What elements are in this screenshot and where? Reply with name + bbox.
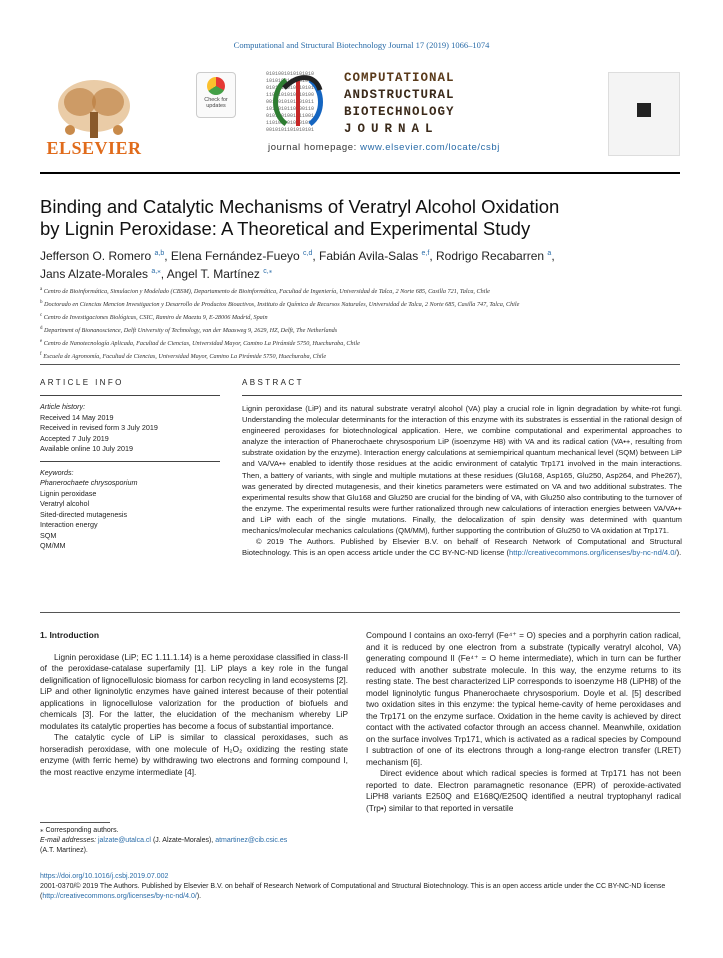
affiliation-key: e (40, 339, 43, 345)
author-affiliation-sup[interactable]: a,⁎ (151, 268, 161, 275)
body-left-column (40, 630, 348, 778)
affiliation-key: d (40, 326, 43, 332)
paragraph: Compound I contains an oxo-ferryl (Fe⁴⁺ = O) species and a porphyrin cation radical, and it is reduced by one electron from a substrate (typically veratryl alcohol, VA) generating compound II (Fe⁴⁺ = O heme intermediate), which in turn can be further reduced with another substrate molecule. In this way, the enzyme returns to its resting state. The best characterized LiP corresponds to isoenzyme H8 (LiPH8) of the model ligninolytic fungus Phanerochaete chrysosporium. Doyle et al. [5] described two oxidation sites in this enzyme: the typical heme-cavity of heme peroxidases and the Trp171 on the enzyme surface. Oxidation in the heme cavity is achieved by direct contact with the activated cofactor through an access channel. Meanwhile, oxidation on the surface involves Trp171, which is activated as a radical species by Compound I subtraction of one of its electrons through a long-range electron transfer (LRET) mechanism [6]. (366, 630, 681, 767)
author-separator: , (551, 249, 555, 263)
keyword: Lignin peroxidase (40, 488, 97, 498)
copyright-text: © 2019 The Authors. Published by Elsevier B.V. on behalf of Research Network of Computational and Structural Biotechnology. This is an open access article under the CC BY-NC-ND license ( (242, 537, 682, 558)
abstract-body (242, 403, 682, 558)
journal-name-line: COMPUTATIONAL (344, 71, 455, 85)
keyword: Interaction energy (40, 520, 98, 529)
svg-text:0101001010101010: 0101001010101010 (266, 71, 315, 77)
csbj-logo-icon (264, 68, 336, 136)
masthead (40, 58, 680, 168)
keyword: Sited-directed mutagenesis (40, 509, 128, 519)
keywords-label: Keywords: (40, 467, 74, 477)
svg-text:1010010110100110: 1010010110100110 (266, 106, 315, 112)
footer-license (40, 882, 680, 902)
keyword: SQM (40, 530, 57, 540)
email-link[interactable]: jalzate@utalca.cl (97, 837, 151, 844)
journal-name-line: ANDSTRUCTURAL (344, 88, 455, 102)
homepage-link[interactable]: www.elsevier.com/locate/csbj (360, 142, 500, 153)
author-affiliation-sup[interactable]: c,d (303, 250, 313, 257)
affiliation (40, 336, 680, 349)
affiliation-list (40, 284, 680, 362)
publisher-name: ELSEVIER (46, 138, 142, 158)
corresponding-note: ⁎ Corresponding authors. (40, 827, 119, 834)
affiliation (40, 284, 680, 297)
journal-reference[interactable]: Computational and Structural Biotechnology Journal 17 (2019) 1066–1074 (233, 40, 490, 50)
body-right-column (366, 630, 681, 814)
paragraph: Lignin peroxidase (LiP; EC 1.11.1.14) is a heme peroxidase classified in class-II of the peroxidase-catalase superfamily [1]. LiP plays a key role in the fungal delignification of lignocellulosic biomass for carbon recycling in land ecosystems [2]. LiP and other ligninolytic enzymes have gained interest because of their potential applications in lignocellulose valorization for the production of biofuels and chemicals [3]. For the latter, the elucidation of the mechanism whereby LiP modulates its catalytic properties has become a focus of substantial importance. (40, 651, 348, 731)
author-separator: , (429, 249, 437, 263)
header-divider (40, 364, 680, 365)
affiliation-text: Centro de Investigaciones Biológicas, CSIC, Ramiro de Maeztu 9, E-28006 Madrid, Spain (43, 314, 268, 322)
svg-text:1101010010101010: 1101010010101010 (266, 120, 315, 126)
paragraph: The catalytic cycle of LiP is similar to classical peroxidases, such as horseradish peroxidase, with one molecule of H₂O₂ oxidizing the resting state enzyme (with ferric heme) by withdrawing two electrons and forming compound I, the most reactive enzyme intermediate [4]. (40, 732, 348, 777)
journal-homepage (268, 142, 500, 153)
footer-end: ). (196, 893, 202, 900)
abstract-heading: ABSTRACT (242, 378, 304, 387)
title-line: by Lignin Peroxidase: A Theoretical and Experimental Study (40, 218, 531, 239)
author[interactable] (436, 249, 555, 263)
affiliation-text: Doctorado en Ciencias Mencion Investigacion y Desarrollo de Productos Bioactivos, Instituto de Química de Recursos Naturales, Universidad de Talca, 2 Norte 685, Casilla 747, Talca, Chile (44, 301, 520, 309)
affiliation-text: Centro de Bioinformática, Simulacion y Modelado (CBSM), Departamento de Bioinformática, Facultad de Ingeniería, Universidad de Talca, 2 Norte 685, Casilla 721, Talca, Chile (43, 288, 490, 296)
abstract-text: Lignin peroxidase (LiP) and its natural substrate veratryl alcohol (VA) play a crucial role in lignin degradation by white-rot fungi. Understanding the molecular determinants for the interaction of this enzyme with its substrates is essential in the rational design of engineered peroxidases for biotechnological application. Here, we combine computational and experimental approaches to analyze the interaction of Phanerochaete chrysosporium LiP (isoenzyme H8) with VA and its radical cation (VA•+, resulting from substrate oxidation by the enzyme). Interaction energy calculations at semiempirical quantum mechanical level (SQM) between LiP and VA/VA•+ enabled to identify those residues at the acidic environment of catalytic Trp171 involved in the main interactions. Then, a battery of variants, with single and multiple mutations at these residues (Glu168, Asp165, Glu250, Asp264, and Phe267), was generated by directed mutagenesis, and their kinetics parameters were estimated on VA and two additional substrates. The experimental results show that Glu168 and Glu250 are crucial for the binding of VA, with Glu250 also contributing to the turnover of the enzyme. The experimental results were further rationalized through new calculations of interaction energies between VA/VA•+ and LiP with each of the single mutations. Finally, the delocalization of spin density was determined with quantum mechanics/molecular mechanics calculations (QM/MM), further supporting the contribution of Glu250 to VA oxidation at Trp171. (242, 404, 682, 536)
affiliation-key: f (40, 352, 42, 358)
journal-name (344, 70, 455, 138)
affiliation-key: a (40, 287, 43, 292)
journal-cover-thumbnail (608, 72, 680, 156)
svg-text:1010100110101011: 1010100110101011 (266, 78, 315, 84)
badge-label: Check for updates (204, 97, 228, 109)
abstract-divider (40, 612, 680, 613)
author-name: Fabián Avila-Salas (319, 249, 419, 263)
svg-text:0101101001011001: 0101101001011001 (266, 113, 315, 119)
email-label: E-mail addresses: (40, 837, 98, 844)
author-name: Elena Fernández-Fueyo (170, 249, 300, 263)
paragraph: Direct evidence about which radical species is formed at Trp171 has not been reported to date. Electron paramagnetic resonance (EPR) of peroxide-activated LiPH8 variants E250Q and E168Q/E250Q identified a neutral tryptophanyl radical (Trp•) similar to that reported in versatile (366, 768, 681, 813)
journal-logo (264, 68, 336, 136)
check-for-updates-badge[interactable] (196, 72, 236, 118)
author[interactable] (319, 249, 436, 263)
history-item: Received 14 May 2019 (40, 412, 114, 422)
journal-name-line: JOURNAL (344, 122, 439, 136)
footer-license-link[interactable]: http://creativecommons.org/licenses/by-nc-nd/4.0/ (42, 893, 197, 900)
author-separator: , (160, 267, 167, 281)
article-history (40, 402, 220, 455)
author[interactable] (167, 267, 272, 281)
masthead-divider (40, 172, 680, 174)
email-note (40, 836, 348, 856)
affiliation-key: c (40, 313, 43, 319)
journal-name-line: BIOTECHNOLOGY (344, 105, 455, 119)
page-footer (40, 872, 680, 902)
footnote-rule (40, 822, 110, 823)
doi-link[interactable]: https://doi.org/10.1016/j.csbj.2019.07.002 (40, 873, 169, 880)
author-name: Angel T. Martínez (166, 267, 260, 281)
email-owner: (J. Alzate-Morales), (151, 837, 216, 844)
author-separator: , (312, 249, 320, 263)
affiliation (40, 323, 680, 336)
check-updates-icon (207, 77, 225, 95)
abstract-column (242, 378, 682, 558)
affiliation (40, 310, 680, 323)
author[interactable] (171, 249, 319, 263)
article-title (40, 196, 640, 240)
svg-text:0101011010010101: 0101011010010101 (266, 85, 315, 91)
footnote (40, 826, 348, 856)
affiliation-text: Escuela de Agronomía, Facultad de Ciencias, Universidad Mayor, Camino La Pirámide 5750, Huechuraba, Chile (43, 353, 327, 361)
author-separator: , (164, 249, 171, 263)
keyword: Veratryl alcohol (40, 499, 90, 508)
affiliation (40, 297, 680, 310)
history-item: Received in revised form 3 July 2019 (40, 423, 158, 432)
affiliation-text: Centro de Nanotecnología Aplicada, Facultad de Ciencias, Universidad Mayor, Camino La Pirámide 5750, Huechuraba, Chile (43, 340, 360, 348)
article-info-heading: ARTICLE INFO (40, 378, 124, 387)
keywords-rule (40, 461, 220, 462)
svg-text:1100101010110100: 1100101010110100 (266, 92, 315, 98)
article-info-rule (40, 395, 220, 396)
license-link[interactable]: http://creativecommons.org/licenses/by-nc-nd/4.0/ (509, 548, 677, 558)
author[interactable] (40, 249, 171, 263)
section-heading: 1. Introduction (40, 630, 100, 640)
author-name: Rodrigo Recabarren (436, 249, 545, 263)
history-item: Accepted 7 July 2019 (40, 433, 109, 443)
homepage-label: journal homepage: (268, 142, 361, 153)
email-link[interactable]: atmartinez@cib.csic.es (215, 837, 288, 844)
article-info-column (40, 378, 220, 552)
copyright-end: ). (676, 548, 682, 558)
author-affiliation-sup[interactable]: a,b (154, 250, 165, 257)
title-line: Binding and Catalytic Mechanisms of Veratryl Alcohol Oxidation (40, 196, 560, 217)
copyright-notice (242, 536, 682, 558)
email-owner: (A.T. Martínez). (40, 847, 88, 854)
keyword: Phanerochaete chrysosporium (40, 478, 138, 487)
keyword: QM/MM (40, 541, 66, 550)
svg-text:0010101101010101: 0010101101010101 (266, 127, 315, 133)
history-label: Article history: (40, 402, 86, 411)
author-name: Jefferson O. Romero (40, 249, 152, 263)
svg-text:0011010101001011: 0011010101001011 (266, 99, 315, 105)
keywords (40, 468, 220, 552)
affiliation (40, 349, 680, 362)
author-list (40, 246, 680, 282)
abstract-rule (242, 395, 682, 396)
affiliation-key: b (40, 300, 43, 306)
author-affiliation-sup[interactable]: a (547, 250, 552, 257)
history-item: Available online 10 July 2019 (40, 444, 133, 453)
author-name: Jans Alzate-Morales (40, 267, 149, 281)
author[interactable] (40, 267, 167, 281)
affiliation-text: Department of Bionanoscience, Delft University of Technology, van der Maasweg 9, 2629, HZ, Delft, The Netherlands (44, 327, 338, 335)
author-affiliation-sup[interactable]: e,f (421, 250, 430, 257)
cover-graphic (637, 103, 651, 117)
footer-text: 2001-0370/© 2019 The Authors. Published by Elsevier B.V. on behalf of Research Network of Computational and Structural Biotechnology. This is an open access article under the CC BY-NC-ND license ( (40, 883, 666, 900)
author-affiliation-sup[interactable]: c,⁎ (263, 268, 273, 275)
